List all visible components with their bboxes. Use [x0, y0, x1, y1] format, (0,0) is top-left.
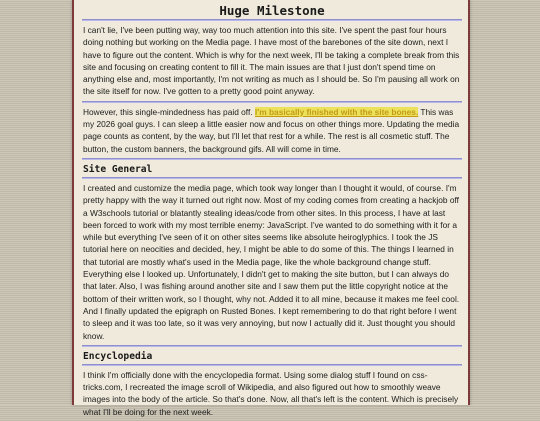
paragraph-milestone	[82, 103, 462, 158]
paragraph-encyclopedia: I think I'm officially done with the encyclopedia format. Using some dialog stuff I found on css-tricks.com, I recreated the image scroll of Wikipedia, and also figured out how to smoothly weave images into the body of the article. So that's done. Now, all that's left is the content. Which is precisely what I'll be doing for the next week.	[83, 369, 459, 417]
content-panel	[72, 0, 470, 417]
highlighted-link[interactable]: I'm basically finished with the site bones.	[254, 106, 419, 117]
paragraph-intro: I can't lie, I've been putting way, way too much attention into this site. I've spent the past four hours doing nothing but working on the Media page. I have most of the barebones of the site down, next I have to figure out the content. Which is why for the next week, I'll be taking a complete break from this site and focusing on creating content to fill it. The main issues are that I just don't spend time on anything else and, most importantly, I'm not writing as much as I should be. So I'm pausing all work on the site itself for now. I've gotten to a pretty good point anyway.	[83, 25, 460, 97]
paragraph-milestone-lead: However, this single-mindedness has paid off.	[83, 106, 255, 117]
section-heading-site-general: Site General	[83, 163, 153, 175]
section-heading-encyclopedia: Encyclopedia	[83, 350, 153, 362]
paragraph-site-general: I created and customize the media page, which took way longer than I thought it would, of course. I'm pretty happy with the way it turned out right now. Most of my coding comes from creating a hackjob off a W3schools tutorial or blatantly stealing ideas/code from other sites. In this process, I have at last been forced to work with my most terrible enemy: JavaScript. I've wanted to do something with it for a while but everything I've seen of it on other sites seems like absolute heiroglyphics. I took the JS tutorial here on neocities and decided, hey, I might be able to do some of this. The things I learned in that tutorial are mostly what's used in the Media page, like the whole background change stuff. Everything else I looked up. Unfortunately, I didn't get to making the site button, but I can always do that later. Also, I was fishing around another site and I saw them put the little copyright notice at the bottom of their written work, so I thought, why not. Added it to all mine, because it makes me feel cool. And I finally updated the epigraph on Rusted Bones. I kept remembering to do that right before I went to sleep and it was too late, so it was very annoying, but now I actually did it. Just thought you should know.	[83, 182, 460, 341]
article	[74, 0, 468, 421]
paragraph-milestone-rest: This was my 2026 goal guys. I can sleep a little easier now and focus on other things more. Updating the media page counts as content, by the way, but I'll let that rest for a while. The rest is all cosmetic stuff. The button, the custom banners, the background gifs. All will come in time.	[83, 106, 460, 154]
page-title: Huge Milestone	[219, 3, 325, 18]
